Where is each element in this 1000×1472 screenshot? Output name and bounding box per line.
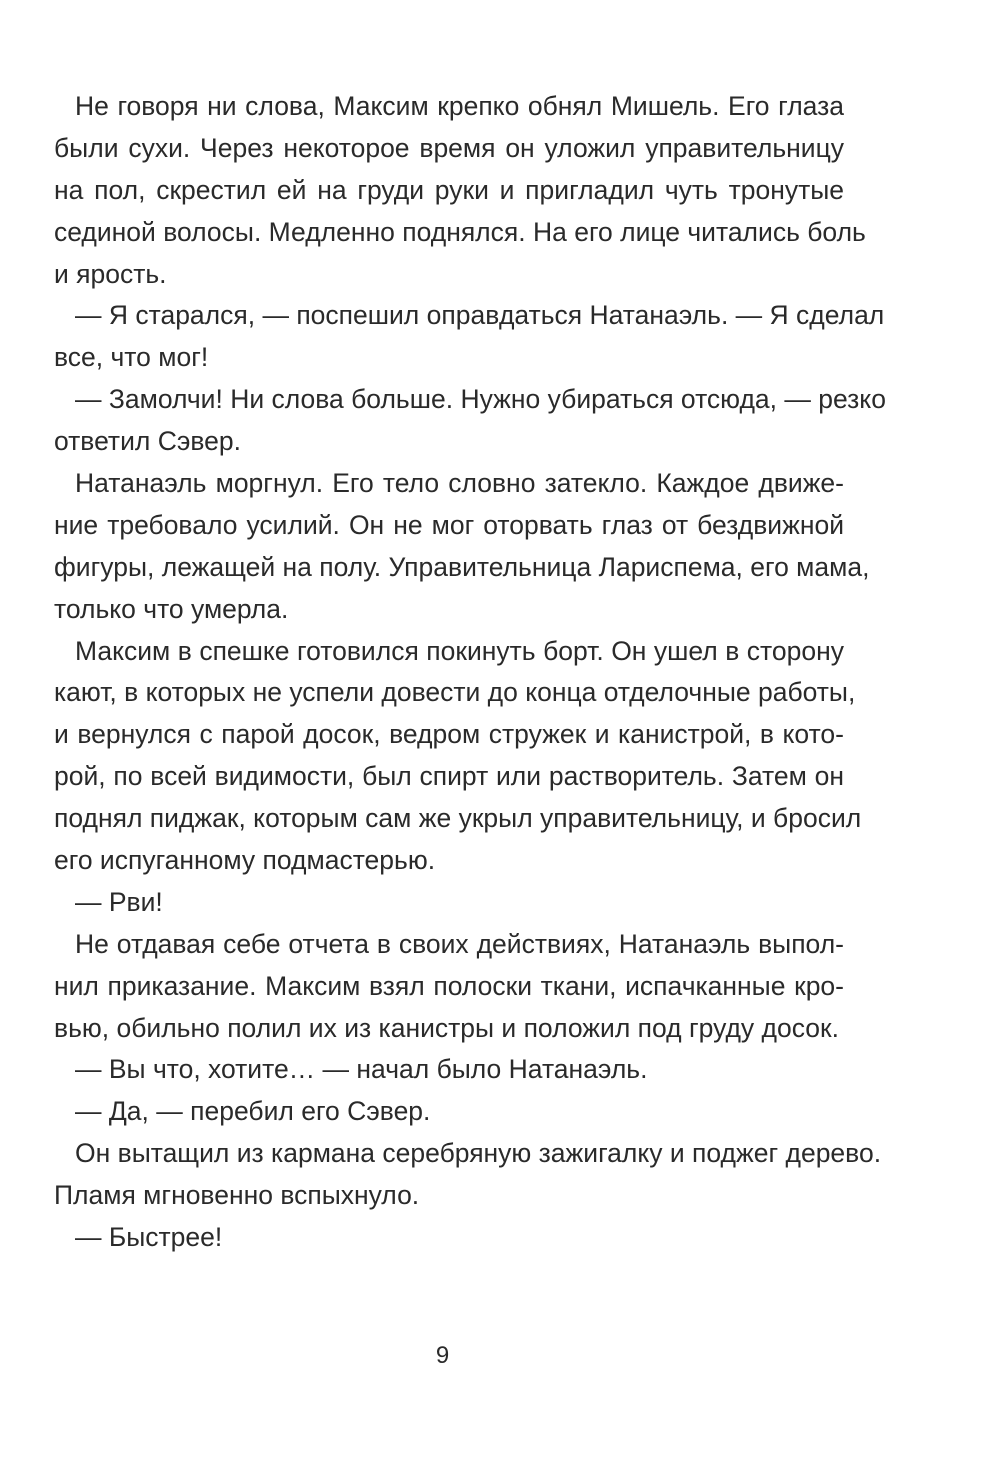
text-line: Пламя мгновенно вспыхнуло. <box>54 1180 420 1211</box>
text-line: сединой волосы. Медленно поднялся. На его лице читались боль <box>54 216 866 247</box>
text-line: вью, обильно полил их из канистры и положил под груду досок. <box>54 1012 839 1043</box>
text-line: рой, по всей видимости, был спирт или растворитель. Затем он <box>54 761 844 792</box>
text-line: были сухи. Через некоторое время он уложил управительницу <box>54 132 844 163</box>
page-number: 9 <box>435 1342 450 1369</box>
text-line: Не отдавая себе отчета в своих действиях, Натанаэль выпол- <box>75 928 844 959</box>
text-line: и ярость. <box>54 258 167 289</box>
text-line: — Замолчи! Ни слова больше. Нужно убираться отсюда, — резко <box>75 384 886 415</box>
text-line: ответил Сэвер. <box>54 426 241 457</box>
text-line: только что умерла. <box>54 593 289 624</box>
text-line: — Рви! <box>75 886 163 917</box>
text-line: — Я старался, — поспешил оправдаться Натанаэль. — Я сделал <box>75 300 885 331</box>
text-line: нил приказание. Максим взял полоски ткани, испачканные кро- <box>54 970 844 1001</box>
body-text <box>54 86 886 1259</box>
text-line: на пол, скрестил ей на груди руки и пригладил чуть тронутые <box>54 174 844 205</box>
text-line: — Да, — перебил его Сэвер. <box>75 1096 431 1127</box>
text-line: — Быстрее! <box>75 1222 223 1253</box>
text-line: — Вы что, хотите… — начал было Натанаэль. <box>75 1054 648 1085</box>
text-line: поднял пиджак, которым сам же укрыл управительницу, и бросил <box>54 803 862 834</box>
text-line: Натанаэль моргнул. Его тело словно затекло. Каждое движе- <box>75 468 844 499</box>
text-line: все, что мог! <box>54 342 209 373</box>
text-line: Максим в спешке готовился покинуть борт. Он ушел в сторону <box>75 635 844 666</box>
text-line: кают, в которых не успели довести до конца отделочные работы, <box>54 677 856 708</box>
text-line: его испуганному подмастерью. <box>54 845 436 876</box>
text-line: Он вытащил из кармана серебряную зажигалку и поджег дерево. <box>75 1138 882 1169</box>
text-line: ние требовало усилий. Он не мог оторвать глаз от бездвижной <box>54 509 844 540</box>
text-line: Не говоря ни слова, Максим крепко обнял Мишель. Его глаза <box>75 91 844 121</box>
text-line: фигуры, лежащей на полу. Управительница Лариспема, его мама, <box>54 551 870 582</box>
text-line: и вернулся с парой досок, ведром стружек и канистрой, в кото- <box>54 719 844 750</box>
